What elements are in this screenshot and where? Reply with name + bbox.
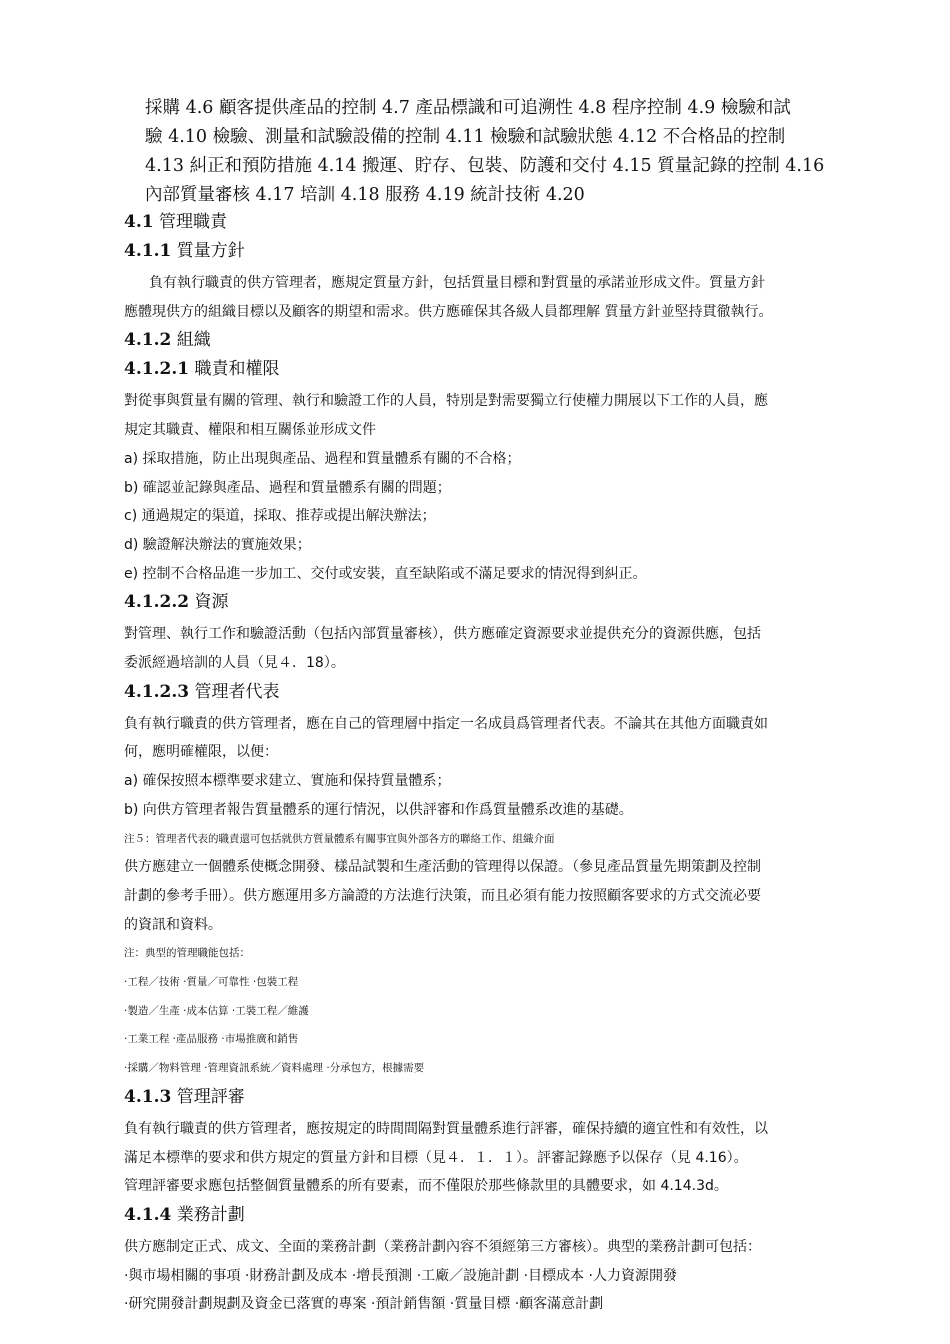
heading-4-1-1: 4.1.1 質量方針 bbox=[124, 241, 245, 261]
paragraph: 計劃的參考手冊）。供方應運用多方論證的方法進行決策，而且必須有能力按照顧客要求的方式交流必要 bbox=[124, 887, 761, 904]
paragraph: 的資訊和資料。 bbox=[124, 916, 222, 933]
paragraph: 委派經過培訓的人員（見４．18）。 bbox=[124, 655, 345, 672]
function-line: ·製造／生產 ·成本估算 ·工裝工程／維護 bbox=[124, 1004, 309, 1017]
heading-4-1-2-1: 4.1.2.1 職責和權限 bbox=[124, 359, 280, 380]
note-title: 注：典型的管理職能包括： bbox=[124, 947, 250, 960]
paragraph: 規定其職責、權限和相互關係並形成文件 bbox=[124, 422, 376, 439]
function-line: ·工程／技術 ·質量／可靠性 ·包裝工程 bbox=[124, 976, 299, 989]
toc-line: 採購 4.6 顧客提供產品的控制 4.7 產品標識和可追溯性 4.8 程序控制 4.9 檢驗和試 bbox=[145, 98, 791, 118]
paragraph: 何，應明確權限，以便： bbox=[124, 744, 278, 761]
heading-4-1-3: 4.1.3 管理評審 bbox=[124, 1086, 245, 1107]
paragraph: ·研究開發計劃規劃及資金已落實的專案 ·預計銷售額 ·質量目標 ·顧客滿意計劃 bbox=[124, 1296, 604, 1313]
list-item: a) 採取措施，防止出現與產品、過程和質量體系有關的不合格； bbox=[124, 450, 521, 467]
toc-line: 內部質量審核 4.17 培訓 4.18 服務 4.19 統計技術 4.20 bbox=[145, 185, 585, 205]
paragraph: 供方應制定正式、成文、全面的業務計劃（業務計劃內容不須經第三方審核）。典型的業務計劃可包括： bbox=[124, 1238, 761, 1255]
toc-continuation bbox=[145, 94, 867, 210]
paragraph: 對管理、執行工作和驗證活動（包括內部質量審核），供方應確定資源要求並提供充分的資源供應，包括 bbox=[124, 626, 761, 643]
function-line: ·採購／物料管理 ·管理資訊系統／資料處理 ·分承包方，根據需要 bbox=[124, 1062, 425, 1075]
paragraph: 對從事與質量有關的管理、執行和驗證工作的人員，特別是對需要獨立行使權力開展以下工作的人員，應 bbox=[124, 393, 768, 410]
paragraph: 負有執行職責的供方管理者，應按規定的時間間隔對質量體系進行評審，確保持續的適宜性和有效性，以 bbox=[124, 1120, 768, 1137]
heading-4-1-2-3: 4.1.2.3 管理者代表 bbox=[124, 681, 280, 702]
heading-4-1-2: 4.1.2 組織 bbox=[124, 330, 211, 351]
note-5: 注５：管理者代表的職責還可包括就供方質量體系有關事宜與外部各方的聯絡工作、組織介面 bbox=[124, 832, 555, 845]
toc-line: 4.13 糾正和預防措施 4.14 搬運、貯存、包裝、防護和交付 4.15 質量記錄的控制 4.16 bbox=[145, 156, 825, 176]
list-item: c) 通過規定的渠道，採取、推荐或提出解決辦法； bbox=[124, 508, 436, 525]
paragraph: ·與市場相關的事項 ·財務計劃及成本 ·增長預測 ·工廠／設施計劃 ·目標成本 ·人力資源開發 bbox=[124, 1267, 677, 1284]
paragraph: 管理評審要求應包括整個質量體系的所有要素，而不僅限於那些條款里的具體要求，如 4.14.3d。 bbox=[124, 1178, 728, 1195]
list-item: a) 確保按照本標準要求建立、實施和保持質量體系； bbox=[124, 773, 451, 790]
heading-4-1-4: 4.1.4 業務計劃 bbox=[124, 1204, 245, 1225]
function-line: ·工業工程 ·產品服務 ·市場推廣和銷售 bbox=[124, 1033, 299, 1046]
document-body bbox=[124, 208, 864, 1319]
list-item: b) 向供方管理者報告質量體系的運行情況，以供評審和作爲質量體系改進的基礎。 bbox=[124, 801, 633, 818]
paragraph: 供方應建立一個體系使概念開發、樣品試製和生產活動的管理得以保證。（參見產品質量先期策劃及控制 bbox=[124, 859, 761, 876]
list-item: e) 控制不合格品進一步加工、交付或安裝，直至缺陷或不滿足要求的情況得到糾正。 bbox=[124, 565, 647, 582]
paragraph: 應體現供方的組織目標以及顧客的期望和需求。供方應確保其各級人員都理解 質量方針並堅持貫徹執行。 bbox=[124, 303, 773, 320]
heading-4-1-2-2: 4.1.2.2 資源 bbox=[124, 592, 229, 613]
toc-line: 驗 4.10 檢驗、測量和試驗設備的控制 4.11 檢驗和試驗狀態 4.12 不合格品的控制 bbox=[145, 127, 786, 147]
heading-4-1: 4.1 管理職責 bbox=[124, 212, 227, 232]
paragraph: 負有執行職責的供方管理者，應規定質量方針，包括質量目標和對質量的承諾並形成文件。質量方針 bbox=[149, 275, 765, 291]
paragraph: 滿足本標準的要求和供方規定的質量方針和目標（見４．１．１）。評審記錄應予以保存（見 4.16）。 bbox=[124, 1149, 748, 1166]
list-item: d) 驗證解決辦法的實施效果； bbox=[124, 536, 311, 553]
list-item: b) 確認並記錄與產品、過程和質量體系有關的問題； bbox=[124, 479, 451, 496]
paragraph: 負有執行職責的供方管理者，應在自己的管理層中指定一名成員爲管理者代表。不論其在其他方面職責如 bbox=[124, 715, 768, 732]
